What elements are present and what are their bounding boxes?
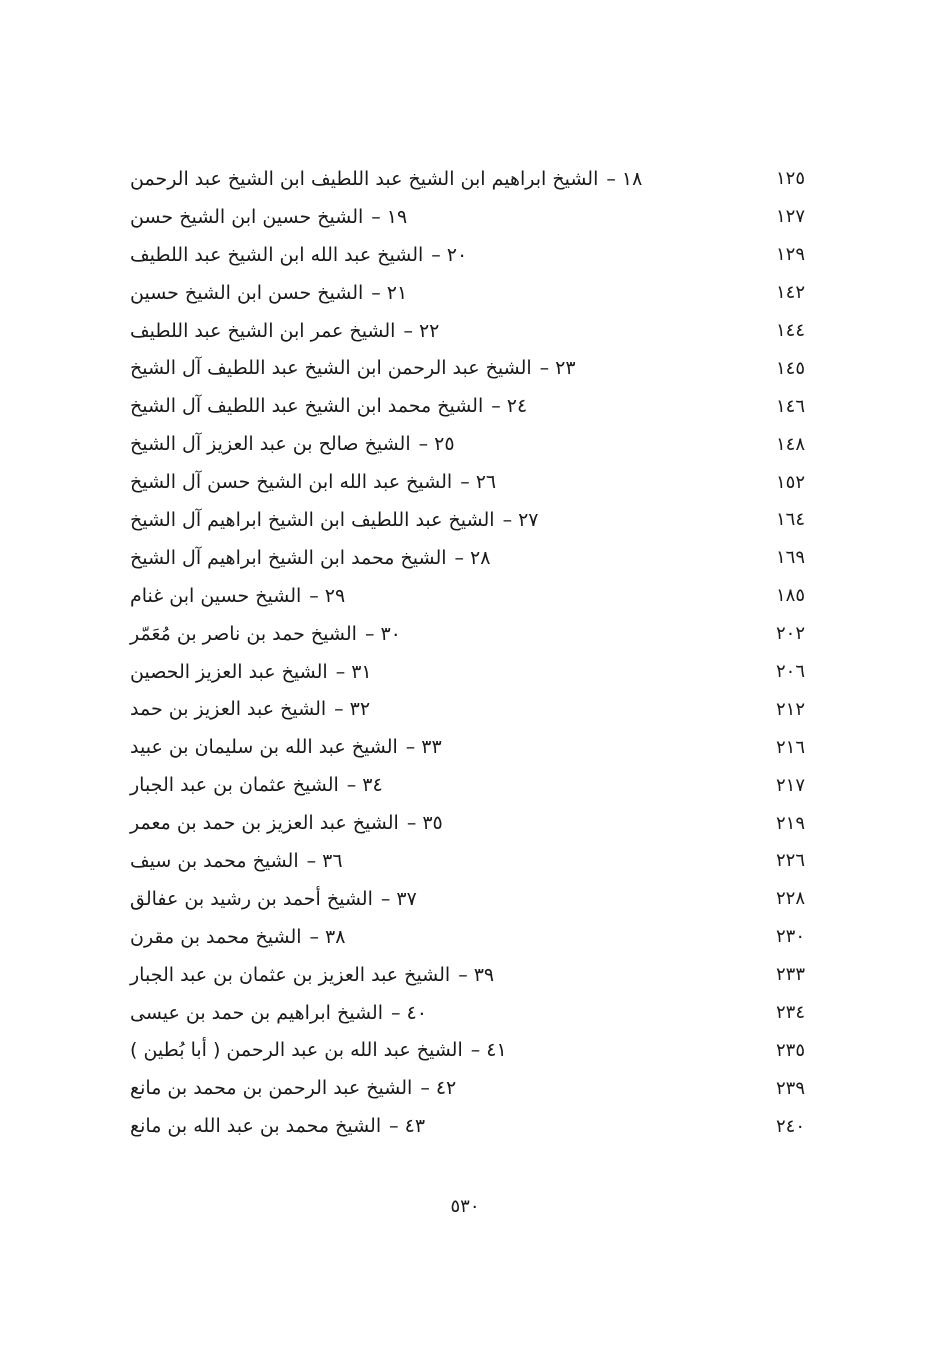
toc-entry-text <box>130 320 439 342</box>
toc-entry-page: ٢١٧ <box>776 774 806 796</box>
toc-entry-separator: – <box>334 698 344 721</box>
toc-entry-text <box>130 168 642 190</box>
toc-entry-text <box>130 433 455 455</box>
toc-entry-title: الشيخ محمد بن سيف <box>130 849 299 872</box>
toc-entry-page: ١٤٤ <box>776 320 806 341</box>
toc-entry-number: ٣٧ <box>396 887 417 910</box>
page-number: ٥٣٠ <box>450 1196 480 1217</box>
toc-entry-number: ٣٥ <box>422 812 443 835</box>
toc-entry-title: الشيخ عبد الله ابن الشيخ عبد اللطيف <box>130 243 424 266</box>
toc-entry-separator: – <box>418 433 429 456</box>
toc-entry-text <box>130 774 383 796</box>
toc-entry-text <box>130 812 443 834</box>
toc-entry-title: الشيخ ابراهيم ابن الشيخ عبد اللطيف ابن الشيخ عبد الرحمن <box>130 167 599 190</box>
toc-entry-page: ٢٣٤ <box>776 1002 806 1024</box>
toc-entry-separator: – <box>391 1001 401 1024</box>
toc-entry-number: ٣١ <box>351 660 372 683</box>
toc-entry-number: ٢٩ <box>324 584 346 607</box>
toc-entry-number: ٣٨ <box>325 925 346 948</box>
toc-entry-text <box>130 850 343 872</box>
toc-entry-text <box>130 1039 507 1061</box>
toc-entry-separator: – <box>606 167 616 190</box>
toc-entry-separator: – <box>420 1077 430 1100</box>
toc-entry-page: ٢٠٢ <box>776 623 806 645</box>
toc-entry-page: ١٤٦ <box>776 395 806 417</box>
toc-entry-title: الشيخ عبد الله ابن الشيخ حسن آل الشيخ <box>130 471 453 494</box>
toc-entry-separator: – <box>335 660 346 683</box>
toc-entry-title: الشيخ عبد الله بن سليمان بن عبيد <box>130 736 398 759</box>
toc-entry-page: ١٦٩ <box>776 547 806 569</box>
toc-entry-title: الشيخ عبد العزيز بن عثمان بن عبد الجبار <box>130 963 451 986</box>
toc-entry-number: ١٨ <box>621 167 643 190</box>
toc-entry-title: الشيخ عبد الرحمن ابن الشيخ عبد اللطيف آل الشيخ <box>130 357 532 380</box>
toc-entry-number: ٣٤ <box>362 774 383 797</box>
toc-entry-page: ٢٣٥ <box>776 1039 806 1061</box>
toc-entry-number: ١٩ <box>386 205 408 228</box>
toc-entry-title: الشيخ حسين ابن غنام <box>130 584 302 607</box>
toc-entry <box>130 425 820 463</box>
toc-entry-number: ٢٢ <box>418 319 440 342</box>
toc-entry-text <box>130 698 370 720</box>
toc-entry-title: الشيخ عمر ابن الشيخ عبد اللطيف <box>130 319 396 342</box>
toc-entry-number: ٣٠ <box>380 622 401 645</box>
toc-entry-text <box>130 964 494 986</box>
toc-entry-title: الشيخ عبد الله بن عبد الرحمن ( أبا بُطين ) <box>130 1039 463 1062</box>
toc-entry <box>130 918 820 956</box>
toc-entry-page: ٢٣٩ <box>776 1077 806 1099</box>
toc-entry-text <box>130 547 490 569</box>
toc-entry <box>130 198 820 236</box>
toc-entry-text <box>130 471 496 493</box>
toc-entry <box>130 994 820 1032</box>
toc-entry-page: ٢٣٠ <box>776 926 806 948</box>
toc-entry <box>130 880 820 918</box>
toc-entry-page: ١٤٨ <box>776 433 806 455</box>
toc-entry-separator: – <box>403 319 413 342</box>
toc-entry-text <box>130 585 345 607</box>
toc-entry-separator: – <box>458 963 468 986</box>
toc-entry-number: ٣٣ <box>421 736 442 759</box>
toc-entry-separator: – <box>454 546 465 569</box>
toc-entry-title: الشيخ ابراهيم بن حمد بن عيسى <box>130 1001 384 1024</box>
toc-entry-text <box>130 888 417 910</box>
toc-entry-page: ١٢٥ <box>776 168 806 190</box>
toc-entry-number: ٢٦ <box>475 471 497 494</box>
toc-entry-number: ٤٣ <box>404 1115 426 1138</box>
table-of-contents <box>130 160 820 1145</box>
toc-entry-text <box>130 509 538 531</box>
toc-entry-title: الشيخ محمد ابن الشيخ ابراهيم آل الشيخ <box>130 546 447 569</box>
toc-entry-number: ٣٦ <box>322 849 343 872</box>
toc-entry-page: ٢١٩ <box>776 812 806 834</box>
toc-entry <box>130 1069 820 1107</box>
toc-entry <box>130 766 820 804</box>
toc-entry-text <box>130 1077 456 1099</box>
toc-entry-title: الشيخ حسين ابن الشيخ حسن <box>130 205 364 228</box>
toc-entry-text <box>130 395 527 417</box>
toc-entry-number: ٣٢ <box>349 698 371 721</box>
toc-entry-page: ١٢٧ <box>776 206 806 228</box>
toc-entry-text <box>130 1002 427 1024</box>
toc-entry-number: ٢١ <box>386 281 408 304</box>
toc-entry-page: ٢٠٦ <box>776 661 806 683</box>
toc-entry-separator: – <box>346 774 357 797</box>
toc-entry-page: ٢٣٣ <box>776 964 806 986</box>
toc-entry-title: الشيخ عبد العزيز الحصين <box>130 660 328 683</box>
toc-entry <box>130 349 820 387</box>
toc-entry-separator: – <box>371 281 381 304</box>
toc-entry-number: ٤١ <box>486 1039 507 1062</box>
toc-entry-separator: – <box>431 243 441 266</box>
toc-entry-number: ٢٣ <box>555 357 576 380</box>
toc-entry-separator: – <box>309 925 320 948</box>
toc-entry-text <box>130 357 576 379</box>
toc-entry-title: الشيخ عبد العزيز بن حمد <box>130 698 327 721</box>
toc-entry-title: الشيخ عبد الرحمن بن محمد بن مانع <box>130 1077 413 1100</box>
toc-entry-separator: – <box>309 584 319 607</box>
toc-entry-title: الشيخ حسن ابن الشيخ حسين <box>130 281 364 304</box>
toc-entry <box>130 615 820 653</box>
toc-entry-page: ٢١٦ <box>776 736 806 758</box>
toc-entry <box>130 463 820 501</box>
toc-entry-title: الشيخ حمد بن ناصر بن مُعَمّر <box>130 622 357 645</box>
toc-entry-page: ١٤٢ <box>776 282 806 304</box>
toc-entry-title: الشيخ محمد بن عبد الله بن مانع <box>130 1115 382 1138</box>
toc-entry <box>130 1107 820 1145</box>
toc-entry-page: ٢١٢ <box>776 698 806 720</box>
toc-entry-number: ٢٥ <box>434 433 455 456</box>
toc-entry <box>130 804 820 842</box>
toc-entry <box>130 274 820 312</box>
toc-entry-number: ٤٢ <box>435 1077 457 1100</box>
toc-entry-title: الشيخ محمد بن مقرن <box>130 925 302 948</box>
toc-entry <box>130 577 820 615</box>
toc-entry-separator: – <box>539 357 550 380</box>
toc-entry-separator: – <box>470 1039 481 1062</box>
toc-entry <box>130 387 820 425</box>
toc-entry-separator: – <box>364 622 375 645</box>
toc-entry-number: ٣٩ <box>473 963 495 986</box>
toc-entry <box>130 501 820 539</box>
toc-entry-page: ١٢٩ <box>776 244 806 266</box>
toc-entry-number: ٢٧ <box>518 508 539 531</box>
toc-entry-page: ٢٢٦ <box>776 850 806 872</box>
toc-entry-separator: – <box>406 812 417 835</box>
toc-entry-separator: – <box>502 508 513 531</box>
toc-entry-separator: – <box>491 395 501 418</box>
toc-entry-page: ٢٤٠ <box>776 1115 806 1137</box>
toc-entry-number: ٤٠ <box>406 1001 427 1024</box>
toc-entry <box>130 160 820 198</box>
toc-entry-text <box>130 736 442 758</box>
toc-entry-separator: – <box>380 887 391 910</box>
toc-entry <box>130 842 820 880</box>
toc-entry-text <box>130 1115 425 1137</box>
toc-entry <box>130 956 820 994</box>
toc-entry-text <box>130 623 401 645</box>
toc-entry-title: الشيخ عبد العزيز بن حمد بن معمر <box>130 812 399 835</box>
toc-entry-text <box>130 206 407 228</box>
toc-entry-title: الشيخ عثمان بن عبد الجبار <box>130 774 339 797</box>
toc-entry <box>130 312 820 350</box>
toc-entry <box>130 653 820 691</box>
toc-entry <box>130 690 820 728</box>
toc-entry-text <box>130 282 407 304</box>
toc-entry-title: الشيخ أحمد بن رشيد بن عفالق <box>130 887 373 910</box>
toc-entry-separator: – <box>306 849 317 872</box>
toc-entry-text <box>130 244 467 266</box>
toc-entry <box>130 1031 820 1069</box>
toc-entry <box>130 539 820 577</box>
toc-entry <box>130 728 820 766</box>
toc-entry-number: ٢٨ <box>470 546 491 569</box>
toc-entry-page: ١٦٤ <box>776 509 806 531</box>
toc-entry-text <box>130 926 345 948</box>
toc-entry-page: ٢٢٨ <box>776 888 806 910</box>
toc-entry-title: الشيخ محمد ابن الشيخ عبد اللطيف آل الشيخ <box>130 395 484 418</box>
toc-entry-number: ٢٠ <box>446 243 468 266</box>
toc-entry-text <box>130 661 372 683</box>
toc-entry-page: ١٨٥ <box>776 585 806 607</box>
toc-entry <box>130 236 820 274</box>
toc-entry-number: ٢٤ <box>506 395 528 418</box>
toc-entry-separator: – <box>371 205 381 228</box>
toc-entry-separator: – <box>389 1115 399 1138</box>
toc-entry-separator: – <box>405 736 416 759</box>
toc-entry-page: ١٥٢ <box>776 471 806 493</box>
toc-entry-page: ١٤٥ <box>776 357 806 379</box>
toc-entry-title: الشيخ صالح بن عبد العزيز آل الشيخ <box>130 433 411 456</box>
toc-entry-title: الشيخ عبد اللطيف ابن الشيخ ابراهيم آل الشيخ <box>130 508 495 531</box>
toc-entry-separator: – <box>460 471 470 494</box>
